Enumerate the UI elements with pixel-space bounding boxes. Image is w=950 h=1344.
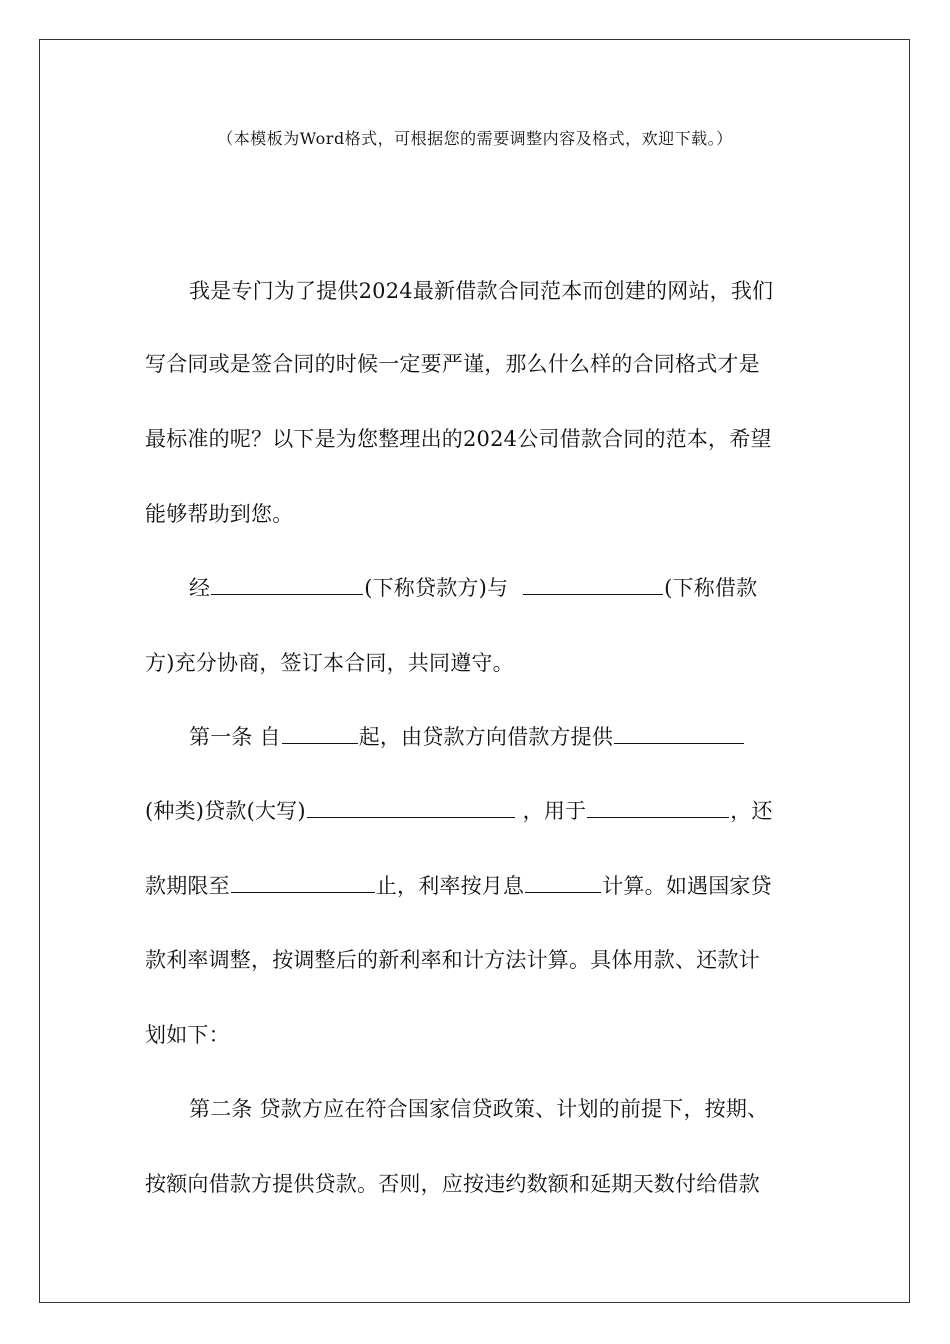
repayment-deadline-blank[interactable]	[231, 872, 375, 893]
loan-amount-blank[interactable]	[307, 797, 515, 818]
loan-type-blank[interactable]	[614, 723, 744, 744]
article1-line-5: 划如下：	[145, 1023, 230, 1047]
intro-line-2: 写合同或是签合同的时候一定要严谨，那么什么样的合同格式才是	[145, 352, 760, 376]
article1-line-1	[189, 723, 745, 751]
preamble-text-3: (下称借款	[664, 576, 758, 600]
article1-line-2	[145, 797, 773, 825]
article1-text-a: 第一条 自	[189, 725, 281, 749]
preamble-text-1: 经	[189, 576, 211, 600]
intro-line-4: 能够帮助到您。	[145, 502, 294, 526]
intro-line-1: 我是专门为了提供2024最新借款合同范本而创建的网站，我们	[189, 279, 774, 303]
borrower-name-blank[interactable]	[523, 574, 663, 595]
preamble-text-2: (下称贷款方)与	[364, 576, 516, 600]
preamble-line-1	[189, 574, 757, 602]
article1-text-f: 款期限至	[145, 874, 230, 898]
article1-text-h: 计算。如遇国家贷	[602, 874, 772, 898]
intro-line-3: 最标准的呢？以下是为您整理出的2024公司借款合同的范本，希望	[145, 427, 772, 451]
start-date-blank[interactable]	[282, 723, 358, 744]
preamble-line-2: 方)充分协商，签订本合同，共同遵守。	[145, 651, 514, 675]
loan-purpose-blank[interactable]	[587, 797, 729, 818]
article1-text-g: 止，利率按月息	[375, 874, 525, 898]
lender-name-blank[interactable]	[211, 574, 363, 595]
article1-text-d: ，用于	[515, 799, 587, 823]
article2-line-1: 第二条 贷款方应在符合国家信贷政策、计划的前提下，按期、	[189, 1097, 769, 1121]
article2-line-2: 按额向借款方提供贷款。否则，应按违约数额和延期天数付给借款	[145, 1172, 760, 1196]
monthly-interest-blank[interactable]	[525, 872, 601, 893]
article1-line-4: 款利率调整，按调整后的新利率和计方法计算。具体用款、还款计	[145, 948, 760, 972]
article1-line-3	[145, 872, 772, 900]
article1-text-e: ，还	[730, 799, 773, 823]
article1-text-c: (种类)贷款(大写)	[145, 799, 306, 823]
template-note: （本模板为Word格式，可根据您的需要调整内容及格式，欢迎下载。）	[217, 129, 733, 148]
article1-text-b: 起，由贷款方向借款方提供	[358, 725, 614, 749]
